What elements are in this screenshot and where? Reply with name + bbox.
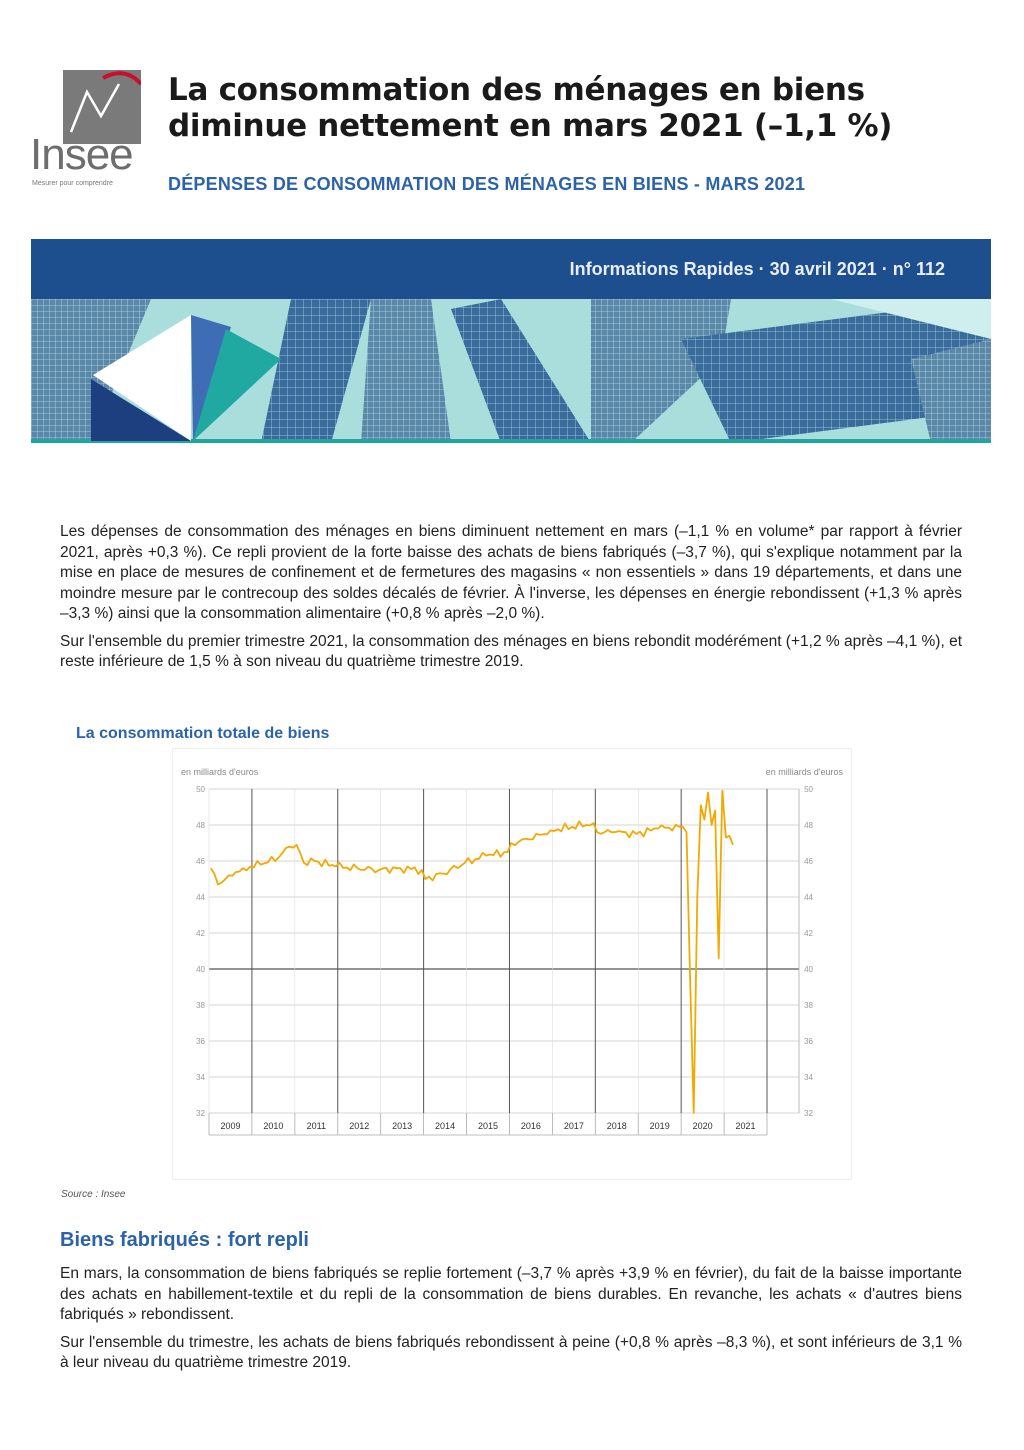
x-tick-label: 2015 (477, 1121, 499, 1131)
section-title: Biens fabriqués : fort repli (60, 1229, 309, 1251)
x-tick-label: 2009 (220, 1121, 241, 1131)
x-tick-label: 2016 (520, 1121, 541, 1131)
intro-paragraph: Les dépenses de consommation des ménages en biens diminuent nettement en mars (–1,1 % en volume* par rapport à février 2021, après +0,3 %). Ce repli provient de la forte baisse des achats de biens fabriqués (–3,7 %), qui s'explique notamment par la mise en place de mesures de confinement et de fermetures des magasins « non essentiels » dans 19 départements, et dans une moindre mesure par le contrecoup des soldes décalés de février. À l'inverse, les dépenses en énergie rebondissent (+1,3 % après –3,3 %) ainsi que la consommation alimentaire (+0,8 % après –2,0 %). (60, 523, 962, 622)
y-tick-label-left: 38 (196, 1001, 205, 1010)
x-tick-label: 2014 (435, 1121, 456, 1131)
banner-label: Informations Rapides · 30 avril 2021 · n° 112 (569, 259, 945, 279)
y-tick-label-right: 42 (804, 929, 813, 938)
y-tick-label-left: 46 (196, 857, 205, 866)
y-tick-label-left: 42 (196, 929, 205, 938)
x-tick-label: 2021 (735, 1121, 756, 1131)
header-banner (31, 239, 991, 443)
banner-bar (31, 239, 991, 299)
y-tick-label-right: 32 (804, 1109, 813, 1118)
y-tick-label-left: 48 (196, 821, 205, 830)
intro-paragraph: Sur l'ensemble du premier trimestre 2021, la consommation des ménages en biens rebondit modérément (+1,2 % après –4,1 %), et reste inférieure de 1,5 % à son niveau du quatrième trimestre 2019. (60, 632, 962, 670)
y-tick-label-left: 50 (196, 785, 205, 794)
logo-tagline: Mesurer pour comprendre (32, 180, 113, 187)
section-paragraph: En mars, la consommation de biens fabriqués se replie fortement (–3,7 % après +3,9 % en février), du fait de la baisse importante des achats en habillement-textile et du repli de la consommation de biens durables. En revanche, les achats « d'autres biens fabriqués » rebondissent. (60, 1265, 962, 1323)
x-tick-label: 2013 (392, 1121, 413, 1131)
x-tick-label: 2019 (649, 1121, 670, 1131)
y-tick-label-right: 50 (804, 785, 813, 794)
y-axis-label-left: en milliards d'euros (181, 767, 259, 777)
chart-title: La consommation totale de biens (76, 725, 330, 742)
y-tick-label-left: 40 (196, 965, 205, 974)
y-tick-label-left: 32 (196, 1109, 205, 1118)
insee-logo (30, 68, 145, 198)
y-tick-label-right: 40 (804, 965, 813, 974)
y-tick-label-left: 34 (196, 1073, 205, 1082)
y-tick-label-right: 34 (804, 1073, 813, 1082)
line-chart (173, 749, 851, 1179)
chart-source: Source : Insee (61, 1189, 126, 1200)
chart-frame (172, 748, 852, 1180)
page-subtitle: DÉPENSES DE CONSOMMATION DES MÉNAGES EN BIENS - MARS 2021 (168, 174, 806, 194)
x-tick-label: 2011 (306, 1121, 326, 1131)
y-tick-label-right: 44 (804, 893, 813, 902)
y-tick-label-right: 36 (804, 1037, 813, 1046)
banner-illustration (31, 299, 991, 443)
page-title: La consommation des ménages en biens diminue nettement en mars 2021 (–1,1 %) (168, 72, 893, 144)
intro-text (60, 522, 962, 680)
y-tick-label-right: 48 (804, 821, 813, 830)
x-tick-label: 2017 (563, 1121, 584, 1131)
y-axis-label-right: en milliards d'euros (765, 767, 843, 777)
section-paragraph: Sur l'ensemble du trimestre, les achats de biens fabriqués rebondissent à peine (+0,8 % après –8,3 %), et sont inférieurs de 3,1 % à leur niveau du quatrième trimestre 2019. (60, 1333, 962, 1371)
x-tick-label: 2020 (692, 1121, 713, 1131)
section-text (60, 1264, 962, 1381)
y-tick-label-left: 36 (196, 1037, 205, 1046)
y-tick-label-right: 46 (804, 857, 813, 866)
y-tick-label-left: 44 (196, 893, 205, 902)
series-line (211, 791, 733, 1113)
x-tick-label: 2018 (606, 1121, 627, 1131)
logo-wordmark: Insee (30, 130, 133, 179)
x-tick-label: 2010 (263, 1121, 284, 1131)
x-tick-label: 2012 (349, 1121, 370, 1131)
y-tick-label-right: 38 (804, 1001, 813, 1010)
